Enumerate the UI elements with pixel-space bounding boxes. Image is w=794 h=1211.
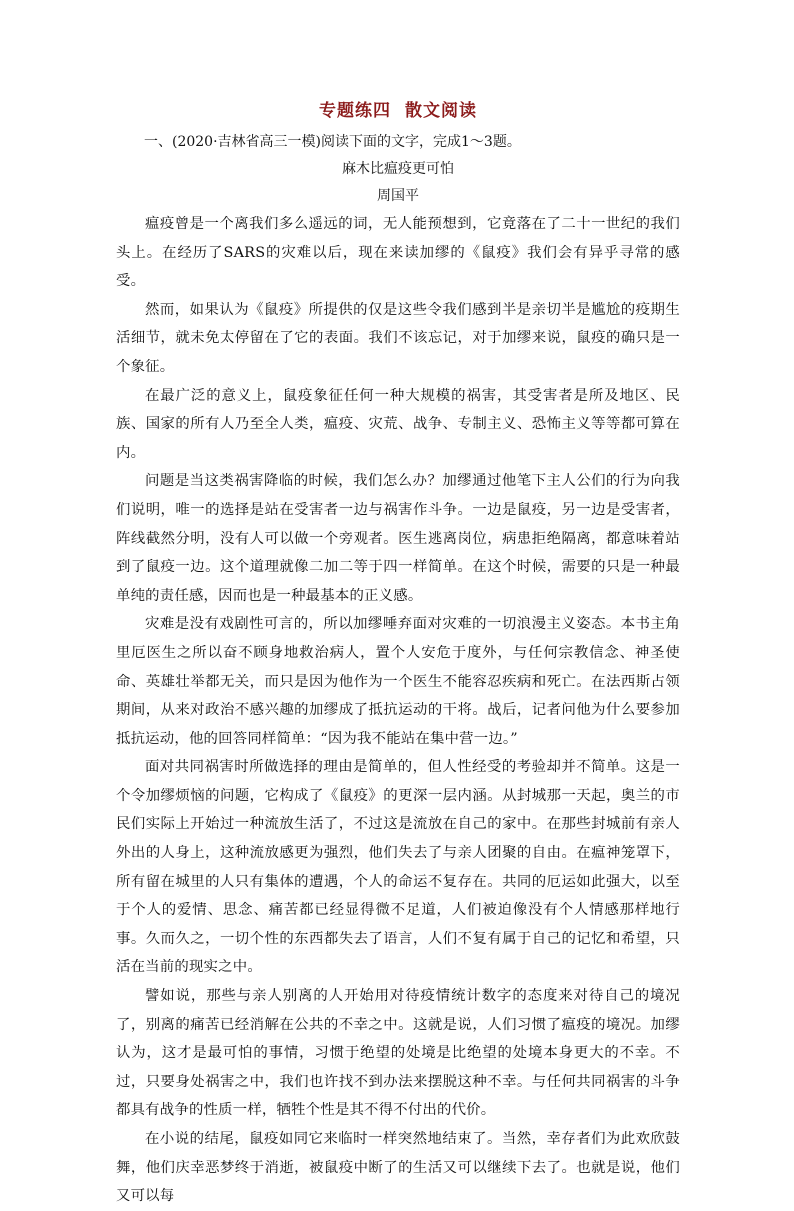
title-part-1: 专题练四: [319, 101, 391, 121]
essay-title: 麻木比瘟疫更可怕: [342, 161, 454, 177]
paragraph-8: 在小说的结尾，鼠疫如同它来临时一样突然地结束了。当然，幸存者们为此欢欣鼓舞，他们庆幸恶梦终于消逝，被鼠疫中断了的生活又可以继续下去了。也就是说，他们又可以每: [116, 1131, 680, 1205]
page-title: [116, 98, 680, 124]
paragraph-1: 瘟疫曾是一个离我们多么遥远的词，无人能预想到，它竟落在了二十一世纪的我们头上。在经历了SARS的灾难以后，现在来读加缪的《鼠疫》我们会有异乎寻常的感受。: [116, 216, 680, 290]
paragraph-4: 问题是当这类祸害降临的时候，我们怎么办？加缪通过他笔下主人公们的行为向我们说明，唯一的选择是站在受害者一边与祸害作斗争。一边是鼠疫，另一边是受害者，阵线截然分明，没有人可以做一个旁观者。医生逃离岗位，病患拒绝隔离，都意味着站到了鼠疫一边。这个道理就像二加二等于四一样简单。在这个时候，需要的只是一种最单纯的责任感，因而也是一种最基本的正义感。: [116, 473, 680, 604]
paragraph-6: 面对共同祸害时所做选择的理由是简单的，但人性经受的考验却并不简单。这是一个令加缪烦恼的问题，它构成了《鼠疫》的更深一层内涵。从封城那一天起，奥兰的市民们实际上开始过一种流放生活了，不过这是流放在自己的家中。在那些封城前有亲人外出的人身上，这种流放感更为强烈，他们失去了与亲人团聚的自由。在瘟神笼罩下，所有留在城里的人只有集体的遭遇，个人的命运不复存在。共同的厄运如此强大，以至于个人的爱情、思念、痛苦都已经显得微不足道，人们被迫像没有个人情感那样地行事。久而久之，一切个性的东西都失去了语言，人们不复有属于自己的记忆和希望，只活在当前的现实之中。: [116, 759, 680, 976]
paragraph-7: 譬如说，那些与亲人别离的人开始用对待疫情统计数字的态度来对待自己的境况了，别离的痛苦已经消解在公共的不幸之中。这就是说，人们习惯了瘟疫的境况。加缪认为，这才是最可怕的事情，习惯于绝望的处境是比绝望的处境本身更大的不幸。不过，只要身处祸害之中，我们也许找不到办法来摆脱这种不幸。与任何共同祸害的斗争都具有战争的性质一样，牺牲个性是其不得不付出的代价。: [116, 988, 680, 1119]
document-page: [116, 98, 680, 1211]
title-part-2: 散文阅读: [405, 101, 477, 121]
question-intro: 一、(2020·吉林省高三一模)阅读下面的文字，完成1～3题。: [144, 134, 521, 150]
paragraph-2: 然而，如果认为《鼠疫》所提供的仅是这些令我们感到半是亲切半是尴尬的疫期生活细节，就未免太停留在了它的表面。我们不该忘记，对于加缪来说，鼠疫的确只是一个象征。: [116, 301, 680, 375]
paragraph-3: 在最广泛的意义上，鼠疫象征任何一种大规模的祸害，其受害者是所及地区、民族、国家的所有人乃至全人类，瘟疫、灾荒、战争、专制主义、恐怖主义等等都可算在内。: [116, 387, 680, 461]
essay-author: 周国平: [377, 188, 419, 204]
paragraph-5: 灾难是没有戏剧性可言的，所以加缪唾弃面对灾难的一切浪漫主义姿态。本书主角里厄医生之所以奋不顾身地救治病人，置个人安危于度外，与任何宗教信念、神圣使命、英雄壮举都无关，而只是因为他作为一个医生不能容忍疾病和死亡。在法西斯占领期间，从来对政治不感兴趣的加缪成了抵抗运动的干将。战后，记者问他为什么要参加抵抗运动，他的回答同样简单：“因为我不能站在集中营一边。”: [116, 616, 680, 747]
